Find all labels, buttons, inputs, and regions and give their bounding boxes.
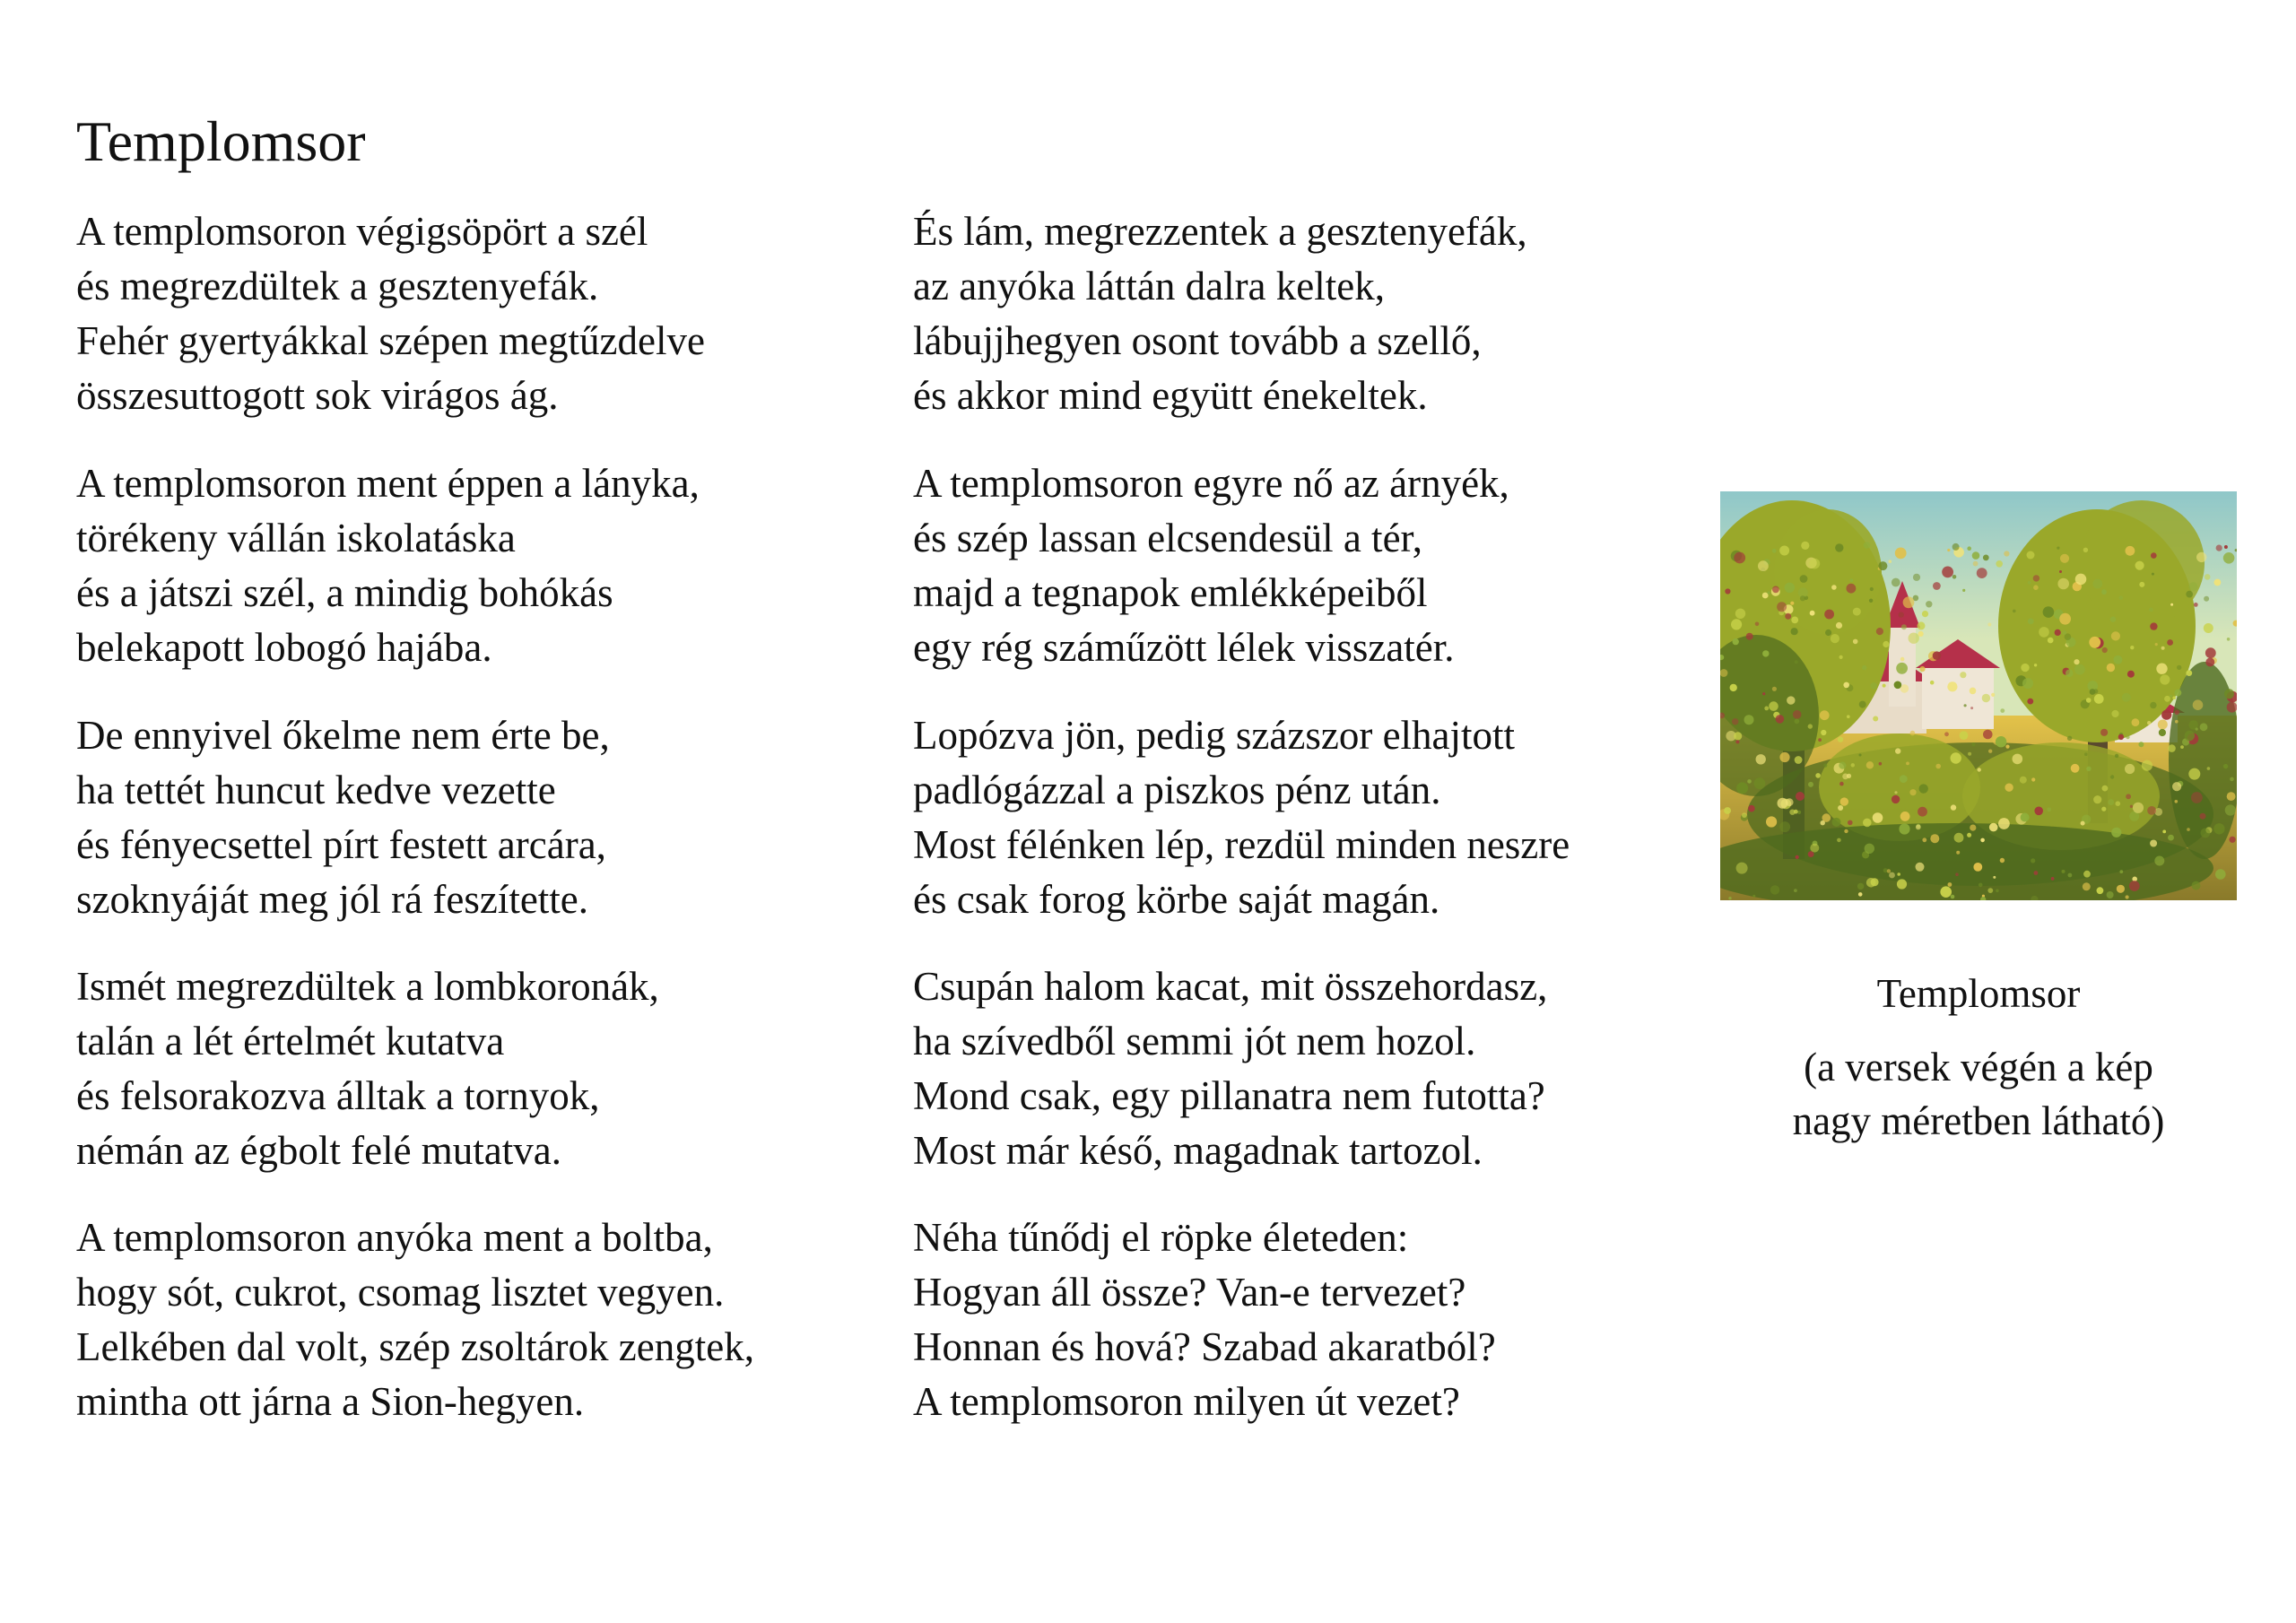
poem-line: Most félénken lép, rezdül minden neszre (913, 822, 1570, 867)
poem-line: Csupán halom kacat, mit összehordasz, (913, 964, 1548, 1009)
stanza (76, 1211, 754, 1429)
templomsor-painting (1720, 491, 2237, 900)
poem-line: hogy sót, cukrot, csomag lisztet vegyen. (76, 1270, 725, 1315)
poem-line: mintha ott járna a Sion-hegyen. (76, 1379, 585, 1424)
poem-line: némán az égbolt felé mutatva. (76, 1128, 562, 1173)
poem-line: Fehér gyertyákkal szépen megtűzdelve (76, 318, 705, 363)
poem-line: egy rég száműzött lélek visszatér. (913, 625, 1455, 670)
stanza (76, 456, 700, 675)
stanza (76, 708, 610, 927)
poem-line: és csak forog körbe saját magán. (913, 877, 1440, 922)
stanza (76, 959, 659, 1178)
poem-line: és szép lassan elcsendesül a tér, (913, 516, 1422, 560)
poem-line: talán a lét értelmét kutatva (76, 1019, 505, 1063)
poem-line: A templomsoron egyre nő az árnyék, (913, 461, 1509, 506)
poem-line: és akkor mind együtt énekeltek. (913, 373, 1428, 418)
stanza (913, 708, 1570, 927)
poem-line: és fényecsettel pírt festett arcára, (76, 822, 606, 867)
painting-caption-title: Templomsor (1876, 971, 2081, 1016)
poem-line: Ismét megrezdültek a lombkoronák, (76, 964, 659, 1009)
poem-line: majd a tegnapok emlékképeiből (913, 570, 1428, 615)
poem-line: Néha tűnődj el röpke életeden: (913, 1215, 1409, 1260)
caption-note-line: (a versek végén a kép (1804, 1045, 2153, 1089)
poem-line: az anyóka láttán dalra keltek, (913, 264, 1385, 308)
poem-line: A templomsoron anyóka ment a boltba, (76, 1215, 713, 1260)
stanza (913, 456, 1509, 675)
poem-line: szoknyáját meg jól rá feszítette. (76, 877, 589, 922)
poem-line: De ennyivel őkelme nem érte be, (76, 713, 610, 758)
stanza (913, 204, 1527, 423)
poem-line: A templomsoron végigsöpört a szél (76, 209, 648, 254)
poem-line: És lám, megrezzentek a gesztenyefák, (913, 209, 1527, 254)
poem-line: belekapott lobogó hajába. (76, 625, 492, 670)
poem-line: és felsorakozva álltak a tornyok, (76, 1073, 600, 1118)
poem-line: Lelkében dal volt, szép zsoltárok zengtek, (76, 1324, 754, 1369)
landscape-painting-icon (1720, 491, 2237, 900)
poem-line: és a játszi szél, a mindig bohókás (76, 570, 613, 615)
poem-line: padlógázzal a piszkos pénz után. (913, 768, 1441, 812)
poem-line: ha tettét huncut kedve vezette (76, 768, 556, 812)
poem-line: ha szívedből semmi jót nem hozol. (913, 1019, 1476, 1063)
stanza (76, 204, 705, 423)
poem-line: Lopózva jön, pedig százszor elhajtott (913, 713, 1516, 758)
poem-line: és megrezdültek a gesztenyefák. (76, 264, 599, 308)
poem-line: A templomsoron ment éppen a lányka, (76, 461, 700, 506)
poem-line: összesuttogott sok virágos ág. (76, 373, 559, 418)
poem-line: törékeny vállán iskolatáska (76, 516, 516, 560)
poem-line: Mond csak, egy pillanatra nem futotta? (913, 1073, 1545, 1118)
poem-line: Hogyan áll össze? Van-e tervezet? (913, 1270, 1466, 1315)
poem-line: A templomsoron milyen út vezet? (913, 1379, 1460, 1424)
poem-title: Templomsor (76, 109, 366, 173)
poem-line: lábujjhegyen osont tovább a szellő, (913, 318, 1482, 363)
poem-line: Most már késő, magadnak tartozol. (913, 1128, 1483, 1173)
stanza (913, 959, 1547, 1178)
stanza (913, 1211, 1496, 1429)
painting-caption-note (1720, 1040, 2237, 1148)
poem-line: Honnan és hová? Szabad akaratból? (913, 1324, 1496, 1369)
caption-note-line: nagy méretben látható) (1792, 1098, 2165, 1143)
